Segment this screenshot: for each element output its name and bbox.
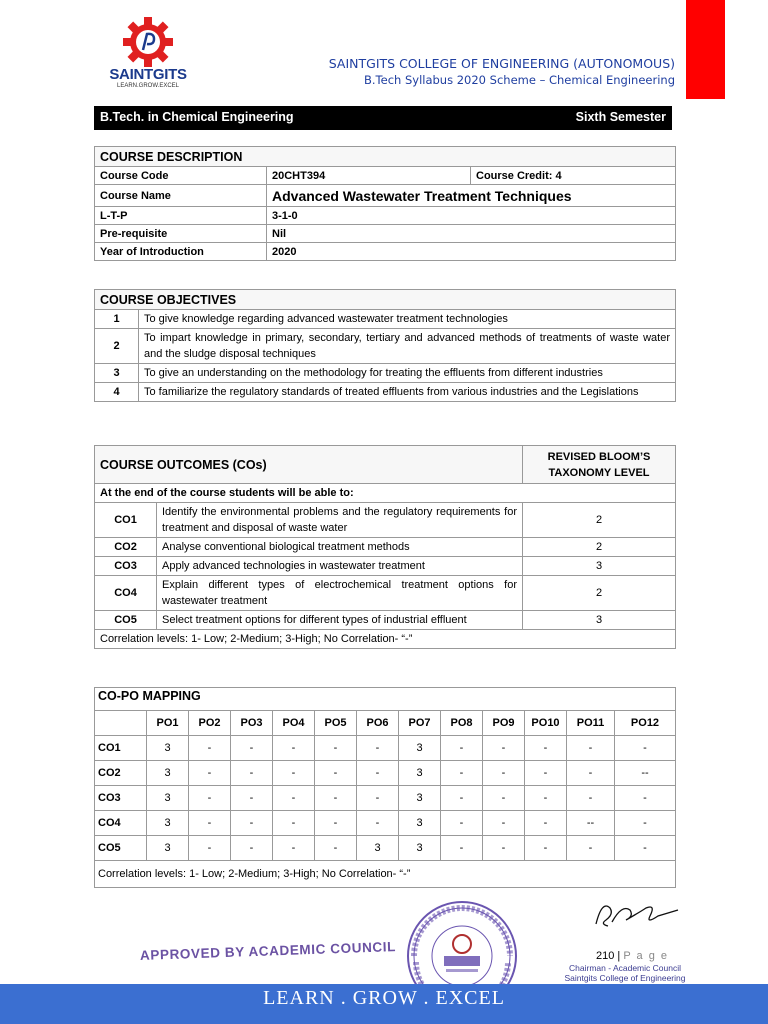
prerequisite-label: Pre-requisite [95, 225, 267, 243]
mapping-row [95, 786, 676, 811]
mapping-cell: - [315, 736, 357, 761]
course-outcomes-table [94, 445, 676, 649]
objective-row [95, 329, 676, 364]
outcome-text: Select treatment options for different types of industrial effluent [157, 611, 523, 630]
course-code-value: 20CHT394 [267, 167, 471, 185]
outcome-text: Explain different types of electrochemical treatment options for wastewater treatment [157, 576, 523, 611]
objective-text: To familiarize the regulatory standards of treated effluents from various industries and the Legislations [139, 383, 676, 402]
logo-tagline: LEARN.GROW.EXCEL [116, 83, 179, 89]
po-header: PO10 [525, 711, 567, 736]
mapping-body [95, 736, 676, 861]
mapping-cell: -- [615, 761, 676, 786]
mapping-cell: - [231, 836, 273, 861]
mapping-cell: - [357, 761, 399, 786]
bloom-level-header: REVISED BLOOM’S TAXONOMY LEVEL [523, 446, 676, 484]
mapping-cell: - [483, 836, 525, 861]
mapping-cell: 3 [399, 836, 441, 861]
course-objectives-title: COURSE OBJECTIVES [95, 290, 676, 310]
mapping-cell: - [525, 736, 567, 761]
mapping-cell: - [357, 736, 399, 761]
mapping-cell: - [567, 761, 615, 786]
mapping-cell: - [273, 836, 315, 861]
college-heading [329, 56, 675, 88]
outcomes-correlation-note: Correlation levels: 1- Low; 2-Medium; 3-High; No Correlation- “-” [95, 630, 676, 649]
mapping-cell: - [525, 836, 567, 861]
signature-mark [586, 894, 686, 934]
po-header: PO7 [399, 711, 441, 736]
mapping-correlation-note: Correlation levels: 1- Low; 2-Medium; 3-High; No Correlation- “-” [95, 861, 676, 888]
ltp-label: L-T-P [95, 207, 267, 225]
mapping-cell: -- [567, 811, 615, 836]
mapping-cell: 3 [399, 811, 441, 836]
logo-name: SAINTGITS [109, 66, 187, 83]
chairman-title: Chairman - Academic Council [569, 963, 681, 973]
mapping-cell: - [273, 786, 315, 811]
co-po-mapping-table [94, 687, 676, 888]
mapping-cell: - [483, 761, 525, 786]
mapping-cell: 3 [399, 761, 441, 786]
mapping-cell: - [441, 811, 483, 836]
outcome-code: CO4 [95, 576, 157, 611]
chairman-college: Saintgits College of Engineering [564, 973, 686, 983]
page-number-value: 210 [596, 950, 615, 962]
mapping-cell: 3 [147, 761, 189, 786]
program-name: B.Tech. in Chemical Engineering [100, 110, 294, 124]
course-description-table [94, 146, 676, 261]
mapping-cell: - [567, 736, 615, 761]
po-header: PO5 [315, 711, 357, 736]
po-header: PO9 [483, 711, 525, 736]
mapping-co-label: CO2 [95, 761, 147, 786]
mapping-cell: - [189, 736, 231, 761]
outcome-text: Identify the environmental problems and the regulatory requirements for treatment and disposal of waste water [157, 503, 523, 538]
mapping-cell: - [615, 786, 676, 811]
mapping-cell: 3 [399, 786, 441, 811]
course-code-label: Course Code [95, 167, 267, 185]
objective-text: To give an understanding on the methodology for treating the effluents from different industries [139, 364, 676, 383]
mapping-cell: - [273, 761, 315, 786]
outcome-code: CO2 [95, 538, 157, 557]
mapping-cell: - [525, 786, 567, 811]
co-po-mapping-title: CO-PO MAPPING [95, 688, 676, 711]
saintgits-logo [100, 16, 196, 92]
mapping-cell: 3 [399, 736, 441, 761]
objective-number: 2 [95, 329, 139, 364]
footer-band [0, 984, 768, 1024]
mapping-cell: - [315, 811, 357, 836]
ltp-value: 3-1-0 [267, 207, 676, 225]
objective-text: To give knowledge regarding advanced wastewater treatment technologies [139, 310, 676, 329]
course-outcomes-title: COURSE OUTCOMES (COs) [95, 446, 523, 484]
outcome-text: Analyse conventional biological treatment methods [157, 538, 523, 557]
mapping-cell: - [525, 811, 567, 836]
outcome-code: CO5 [95, 611, 157, 630]
mapping-cell: 3 [147, 786, 189, 811]
mapping-header-row [95, 711, 676, 736]
course-objectives-table [94, 289, 676, 402]
outcome-level: 2 [523, 538, 676, 557]
mapping-cell: - [615, 836, 676, 861]
objective-number: 3 [95, 364, 139, 383]
mapping-row [95, 811, 676, 836]
mapping-cell: - [189, 786, 231, 811]
mapping-cell: - [357, 811, 399, 836]
outcome-row [95, 557, 676, 576]
mapping-co-label: CO1 [95, 736, 147, 761]
course-name-value: Advanced Wastewater Treatment Techniques [267, 185, 676, 207]
objective-row [95, 364, 676, 383]
po-header: PO12 [615, 711, 676, 736]
course-credit: Course Credit: 4 [471, 167, 676, 185]
objective-number: 1 [95, 310, 139, 329]
mapping-cell: 3 [357, 836, 399, 861]
mapping-co-label: CO4 [95, 811, 147, 836]
outcome-level: 3 [523, 557, 676, 576]
prerequisite-value: Nil [267, 225, 676, 243]
mapping-co-label: CO3 [95, 786, 147, 811]
mapping-cell: - [189, 761, 231, 786]
outcome-row [95, 503, 676, 538]
outcome-level: 3 [523, 611, 676, 630]
mapping-cell: - [483, 811, 525, 836]
mapping-cell: - [525, 761, 567, 786]
mapping-co-label: CO5 [95, 836, 147, 861]
mapping-cell: - [567, 836, 615, 861]
outcome-text: Apply advanced technologies in wastewater treatment [157, 557, 523, 576]
objective-row [95, 383, 676, 402]
mapping-cell: - [483, 786, 525, 811]
college-name: SAINTGITS COLLEGE OF ENGINEERING (AUTONOMOUS) [328, 56, 675, 71]
outcome-level: 2 [523, 576, 676, 611]
mapping-row [95, 761, 676, 786]
mapping-cell: - [231, 761, 273, 786]
mapping-cell: - [441, 836, 483, 861]
mapping-row [95, 736, 676, 761]
mapping-cell: - [441, 786, 483, 811]
po-header: PO6 [357, 711, 399, 736]
mapping-cell: - [273, 736, 315, 761]
objective-row [95, 310, 676, 329]
mapping-cell: 3 [147, 836, 189, 861]
mapping-cell: - [615, 736, 676, 761]
footer-motto: LEARN . GROW . EXCEL [263, 987, 505, 1009]
mapping-cell: 3 [147, 736, 189, 761]
mapping-cell: - [567, 786, 615, 811]
mapping-cell: - [315, 836, 357, 861]
po-header: PO8 [441, 711, 483, 736]
mapping-cell: - [231, 736, 273, 761]
mapping-cell: - [189, 811, 231, 836]
outcome-row [95, 538, 676, 557]
po-header: PO4 [273, 711, 315, 736]
semester-label: Sixth Semester [575, 110, 666, 124]
mapping-corner-cell [95, 711, 147, 736]
page-number: 210 | P a g e [596, 950, 669, 962]
syllabus-scheme: B.Tech Syllabus 2020 Scheme – Chemical Engineering [364, 73, 675, 87]
outcomes-intro: At the end of the course students will be able to: [95, 484, 676, 503]
program-header-bar [94, 106, 672, 130]
po-header: PO2 [189, 711, 231, 736]
chairman-signature [586, 894, 686, 934]
po-header: PO11 [567, 711, 615, 736]
mapping-cell: 3 [147, 811, 189, 836]
outcome-code: CO3 [95, 557, 157, 576]
mapping-cell: - [231, 786, 273, 811]
gear-logo-icon [116, 16, 180, 68]
year-value: 2020 [267, 243, 676, 261]
mapping-cell: - [483, 736, 525, 761]
mapping-row [95, 836, 676, 861]
mapping-cell: - [315, 786, 357, 811]
year-label: Year of Introduction [95, 243, 267, 261]
objective-text: To impart knowledge in primary, secondary, tertiary and advanced methods of treatments of waste water and the sludge disposal techniques [139, 329, 676, 364]
outcome-row [95, 611, 676, 630]
mapping-cell: - [441, 736, 483, 761]
mapping-cell: - [273, 811, 315, 836]
outcome-level: 2 [523, 503, 676, 538]
mapping-cell: - [357, 786, 399, 811]
mapping-cell: - [441, 761, 483, 786]
approved-stamp-text: APPROVED BY ACADEMIC COUNCIL [139, 939, 397, 963]
mapping-cell: - [231, 811, 273, 836]
objective-number: 4 [95, 383, 139, 402]
page-word: P a g e [623, 950, 669, 962]
mapping-cell: - [315, 761, 357, 786]
mapping-cell: - [189, 836, 231, 861]
outcome-code: CO1 [95, 503, 157, 538]
course-name-label: Course Name [95, 185, 267, 207]
mapping-cell: - [615, 811, 676, 836]
po-header: PO1 [147, 711, 189, 736]
red-accent-bar [686, 0, 725, 99]
outcome-row [95, 576, 676, 611]
course-description-title: COURSE DESCRIPTION [95, 147, 676, 167]
po-header: PO3 [231, 711, 273, 736]
